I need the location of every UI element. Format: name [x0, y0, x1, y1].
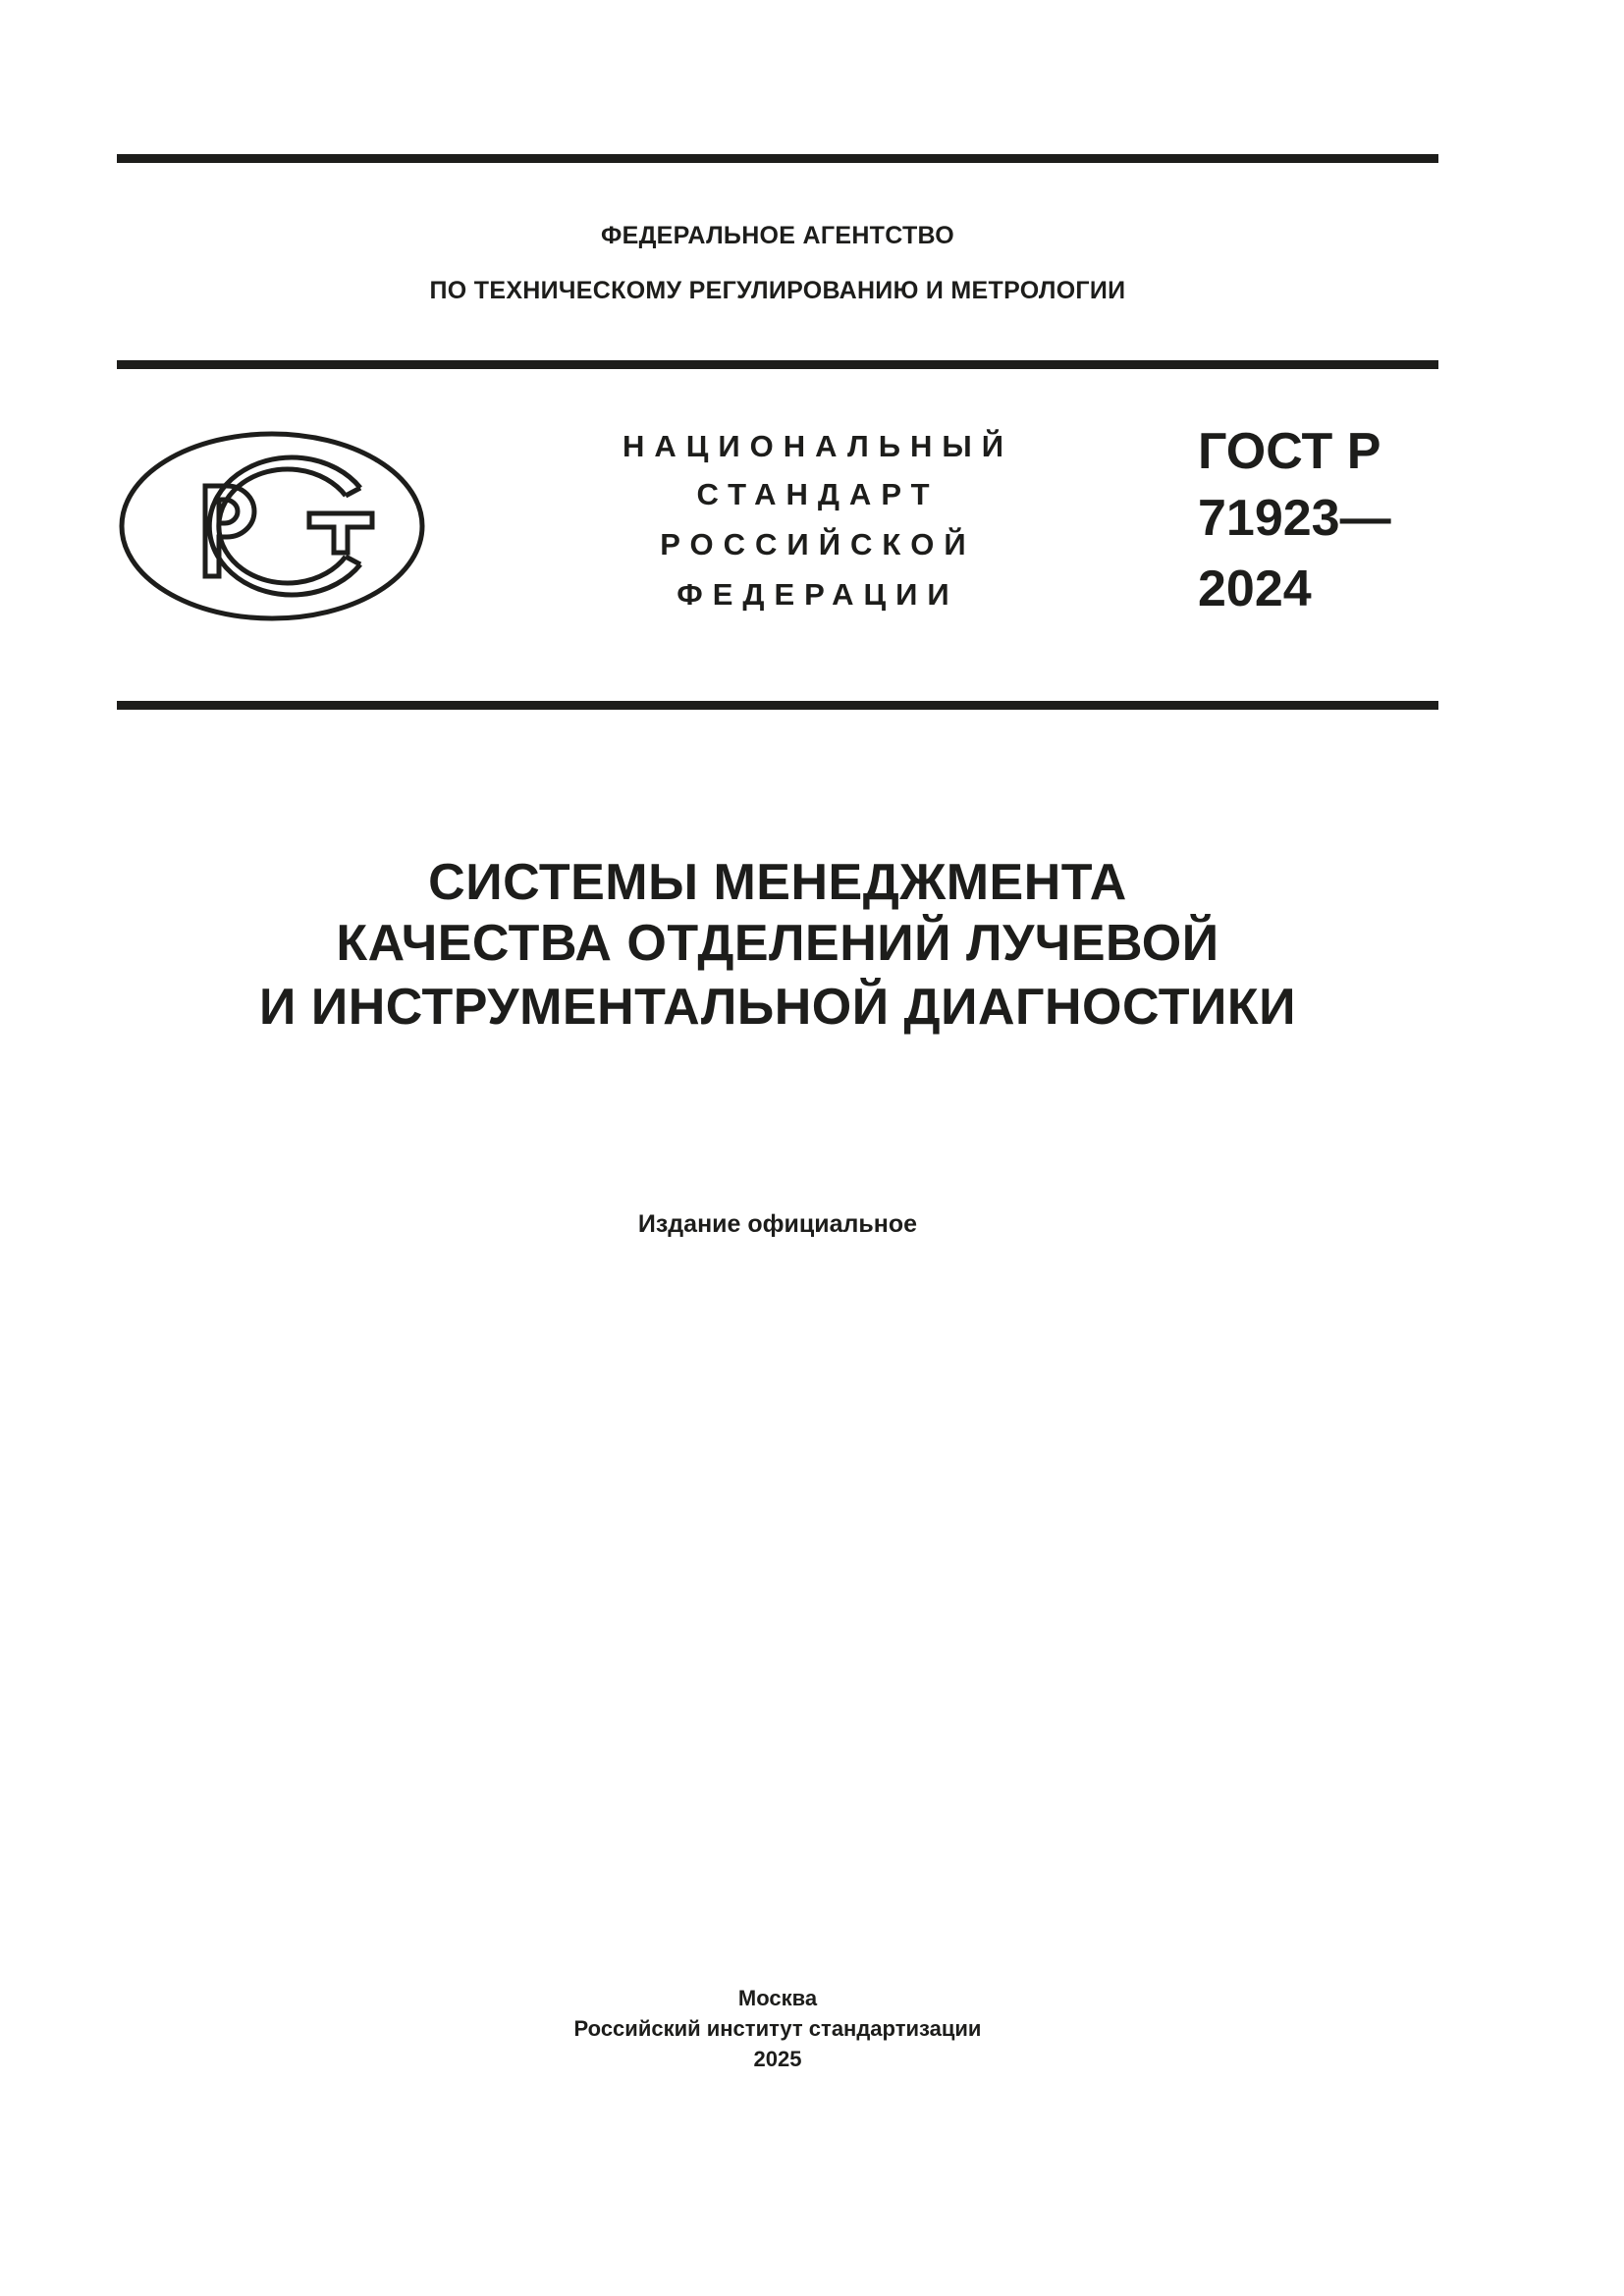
national-standard-line-3: РОССИЙСКОЙ [660, 527, 976, 561]
document-title-line-3: И ИНСТРУМЕНТАЛЬНОЙ ДИАГНОСТИКИ [259, 979, 1296, 1036]
edition-note: Издание официальное [637, 1210, 918, 1238]
bottom-divider-rule [117, 701, 1438, 710]
national-standard-line-4: ФЕДЕРАЦИИ [677, 577, 959, 612]
agency-name-line-2: ПО ТЕХНИЧЕСКОМУ РЕГУЛИРОВАНИЮ И МЕТРОЛОГИИ [429, 277, 1126, 304]
standard-designation-line-1: ГОСТ Р [1198, 423, 1381, 480]
standard-designation-line-2: 71923— [1198, 490, 1391, 547]
agency-name-line-1: ФЕДЕРАЛЬНОЕ АГЕНТСТВО [600, 222, 955, 249]
national-standard-line-1: НАЦИОНАЛЬНЫЙ [622, 429, 1014, 463]
document-title-line-2: КАЧЕСТВА ОТДЕЛЕНИЙ ЛУЧЕВОЙ [336, 915, 1219, 972]
imprint-city: Москва [737, 1986, 818, 2010]
document-title-line-1: СИСТЕМЫ МЕНЕДЖМЕНТА [428, 854, 1127, 911]
standard-designation-line-3: 2024 [1198, 561, 1312, 617]
national-standard-line-2: СТАНДАРТ [696, 477, 940, 511]
rst-certification-mark-icon [117, 429, 427, 623]
imprint-publisher: Российский институт стандартизации [573, 2016, 982, 2041]
imprint-year: 2025 [753, 2047, 802, 2071]
top-divider-rule [117, 154, 1438, 163]
middle-divider-rule [117, 360, 1438, 369]
